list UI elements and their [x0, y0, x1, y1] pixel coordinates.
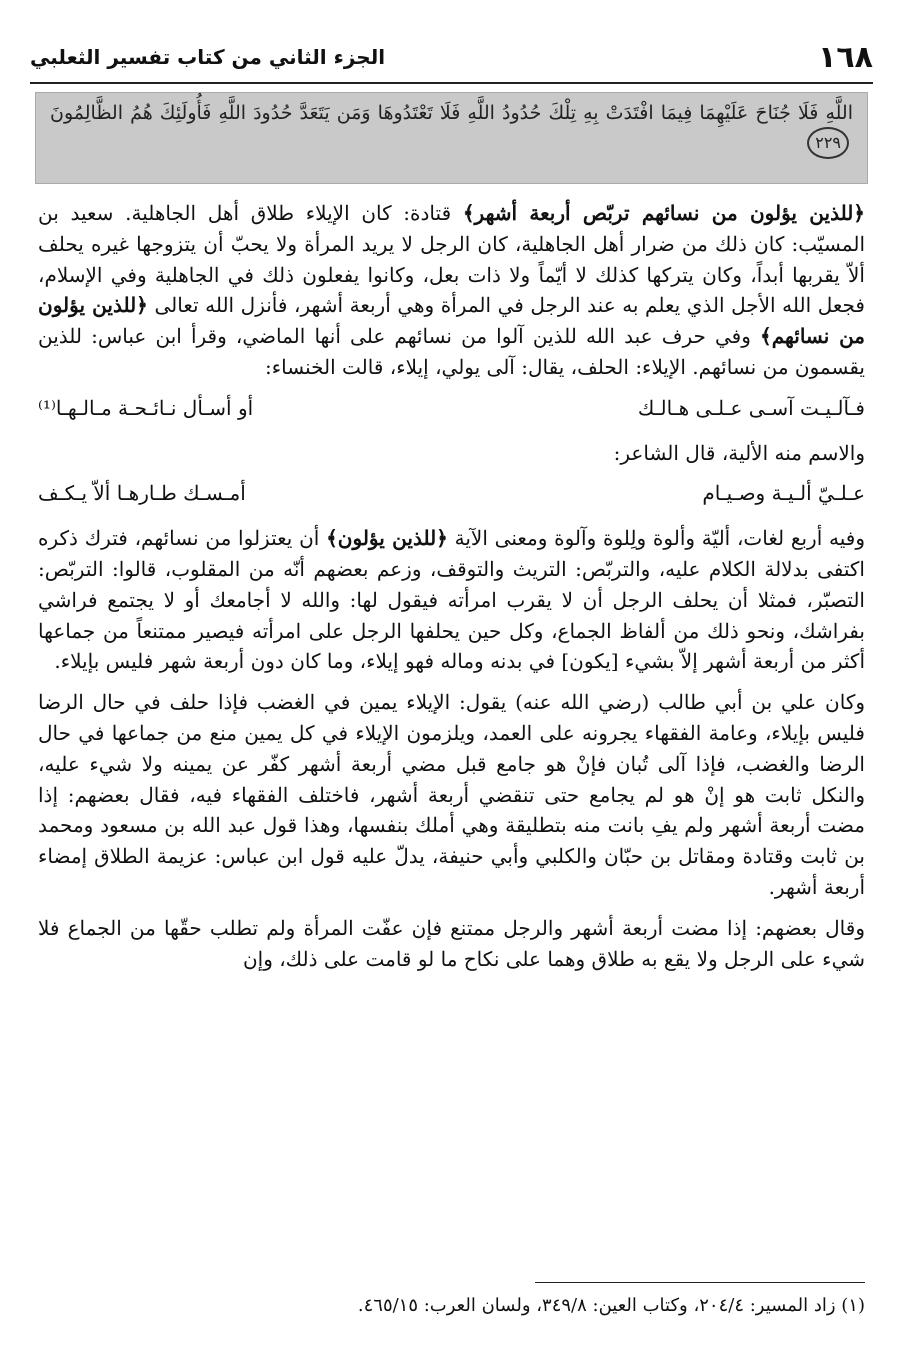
verse-second-hemistich: أمـسـك طـارهـا ألاّ يـكـف [38, 481, 246, 506]
footnote: (١) زاد المسير: ٢٠٤/٤، وكتاب العين: ٣٤٩/٨، ولسان العرب: ٤٦٥/١٥. [357, 1295, 865, 1316]
quran-text: اللَّهِ فَلَا جُنَاحَ عَلَيْهِمَا فِيمَا افْتَدَتْ بِهِ تِلْكَ حُدُودُ اللَّهِ فَلَا تَعْتَدُوهَا وَمَن يَتَعَدَّ حُدُودَ اللَّهِ فَأُولَئِكَ هُمُ الظَّالِمُونَ [50, 102, 853, 124]
paragraph: وقال بعضهم: إذا مضت أربعة أشهر والرجل ممتنع فإن عفّت المرأة ولم تطلب حقّها من الجماع فلا شيء على الرجل ولا يقع به طلاق وهما على نكاح ما لو قامت على ذلك، وإن [38, 915, 865, 971]
main-text [38, 198, 865, 984]
verse-second-hemistich: أو أسـأل نـائـحـة مـالـهـا⁽¹⁾ [38, 395, 254, 420]
paragraph: والاسم منه الألية، قال الشاعر: [613, 440, 865, 465]
verse-quote: ﴿للذين يؤلون من نسائهم تربّص أربعة أشهر﴾ [462, 201, 865, 225]
footnote-divider [535, 1282, 865, 1283]
page-number: ١٦٨ [818, 39, 873, 75]
quran-verse-box [35, 92, 868, 184]
paragraph-text: وفي حرف عبد الله للذين آلوا من نسائهم على أنها الماضي، وقرأ ابن عباس: للذين يقسمون من نسائهم. الإيلاء: الحلف، يقال: آلى يولي، إيلاء، قالت الخنساء: [38, 324, 865, 379]
paragraph-text: أن يعتزلوا من نسائهم، فترك ذكره اكتفى بدلالة الكلام عليه، والتربّص: التريث والتوقف، وزعم بعضهم أنّه من المقلوب، قالوا: التربّص: التصبّر، فمثلا أن يحلف الرجل أن لا يقرب امرأته فيقول لها: والله لا أجامعك أو لا يجتمع فراشي بفراشك، ونحو ذلك من ألفاظ الجماع، وكل حين يحلفها الرجل على امرأته فيصير ممتنعاً من جماعها أكثر من أربعة أشهر إلاّ بشيء [يكون] في بدنه وماله فهو إيلاء، وما كان دون أربعة شهر فليس بإيلاء. [38, 526, 865, 674]
paragraph [38, 198, 865, 383]
running-title: الجزء الثاني من كتاب تفسير الثعلبي [30, 45, 386, 69]
verse-first-hemistich: عـلـيّ ألـيـة وصـيـام [702, 481, 865, 506]
poetry-verse [38, 393, 865, 424]
verse-quote: ﴿للذين يؤلون﴾ [326, 526, 448, 551]
verse-quote: ﴿للذين يؤلون من نسائهم﴾ [38, 293, 866, 349]
paragraph-text: قتادة: كان الإيلاء طلاق أهل الجاهلية. سعيد بن المسيّب: كان ذلك من ضرار أهل الجاهلية، كان الرجل لا يريد المرأة ولا يحبّ أن يتزوجها غيره يحلف ألاّ يقربها أبداً، وكان يتركها كذلك لا أيّماً ولا ذات بعل، وكانوا يفعلون ذلك في الجاهلية وفي الإسلام، فجعل الله الأجل الذي يعلم به عند الرجل في المرأة وهي أربعة أشهر، فأنزل الله تعالى [38, 201, 865, 318]
paragraph-text: وفيه أربع لغات، أليّة وألوة ولِلوة وآلوة ومعنى الآية [447, 526, 865, 551]
paragraph [38, 523, 865, 677]
poetry-verse [38, 478, 865, 509]
ayah-number: ٢٢٩ [807, 127, 849, 159]
verse-first-hemistich: فـآلـيـت آسـى عـلـى هـالـك [637, 395, 865, 420]
paragraph: وكان علي بن أبي طالب (رضي الله عنه) يقول: الإيلاء يمين في الغضب فإذا حلف في حال الرضا فليس بإيلاء، وعامة الفقهاء يجرونه على العمد، ويلزمون الإيلاء في كل يمين منع من جماعها في حال الرضا والغضب، فإذا آلى تُبان فإنْ هو جامع قبل مضي أربعة أشهر كفّر عن يمينه ولا شيء عليه، والنكل ثابت هو إنْ هو لم يجامع حتى تنقضي أربعة أشهر، فاختلف الفقهاء فيه، فقال بعضهم: إذا مضت أربعة أشهر ولم يفِ بانت منه بتطليقة وهي أملك بنفسها، وهذا قول عبد الله بن مسعود ومحمد بن ثابت وقتادة ومقاتل بن حبّان والكلبي وأبي حنيفة، يدلّ عليه قول ابن عباس: عزيمة الطلاق إمضاء أربعة أشهر. [38, 690, 865, 899]
page-header [30, 32, 873, 84]
